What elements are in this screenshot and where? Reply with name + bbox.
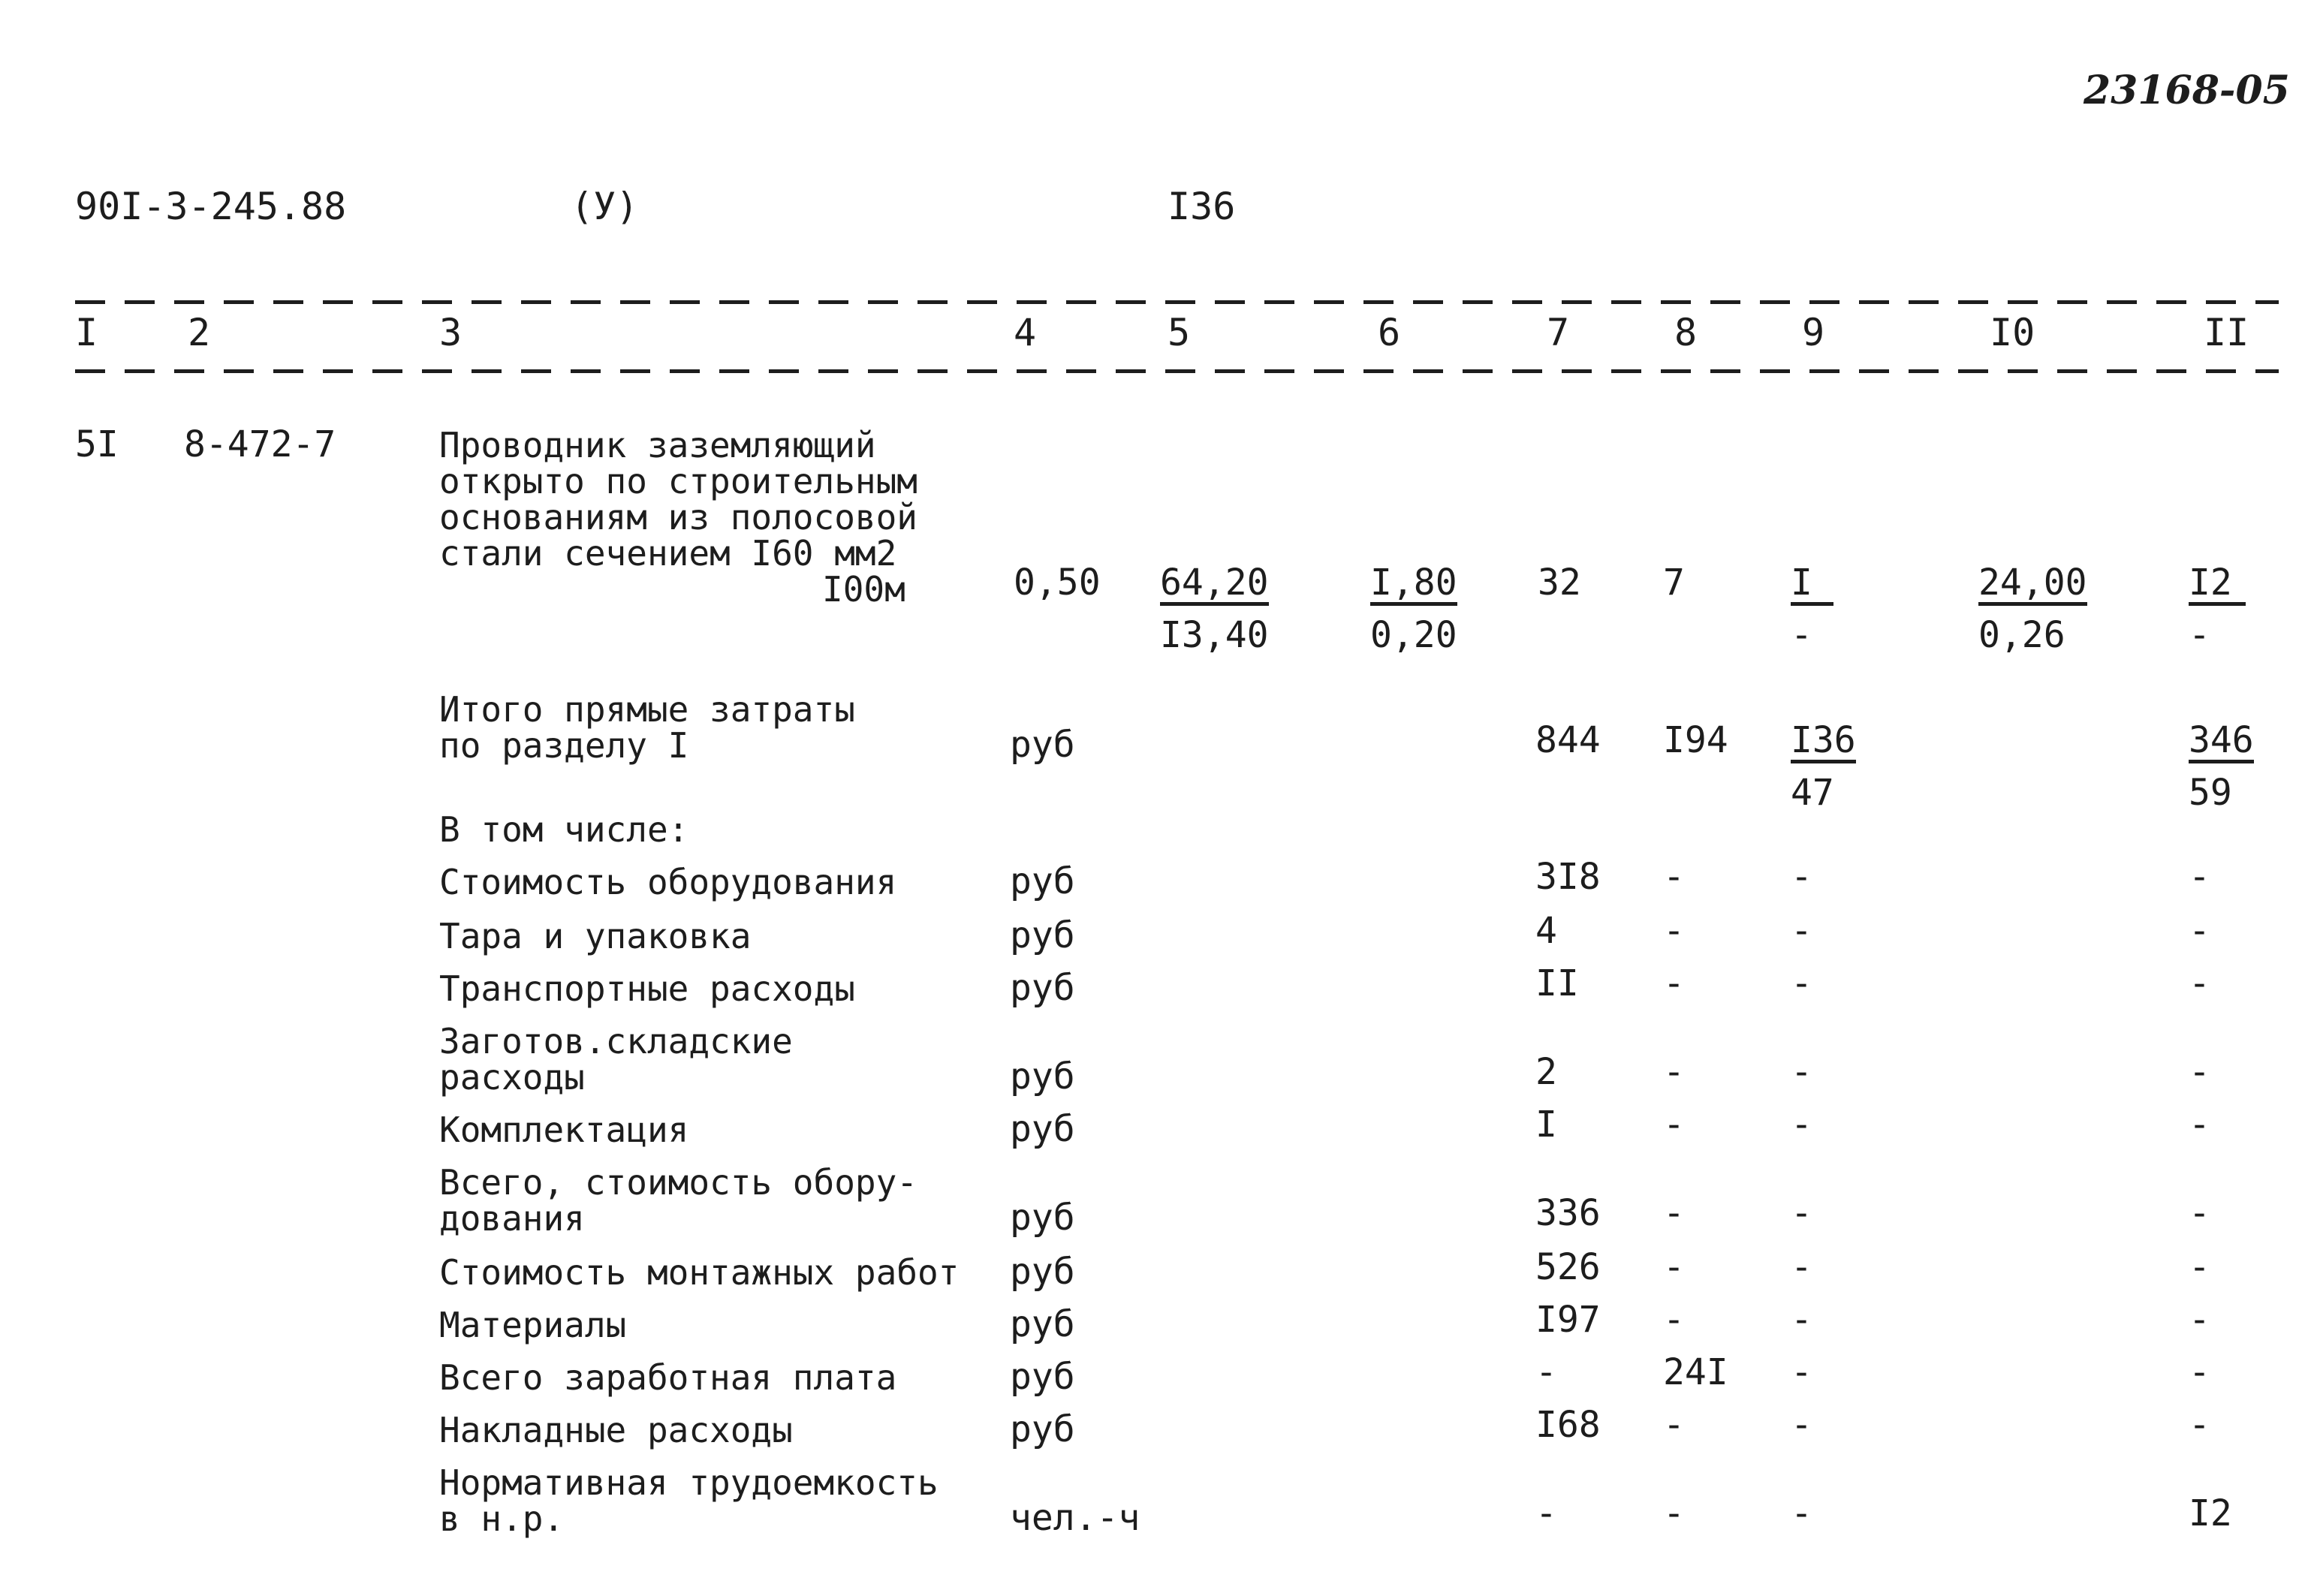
col-header-9: 9 <box>1802 311 1825 354</box>
col-header-2: 2 <box>188 311 211 354</box>
item-col9-top: I <box>1791 565 1833 606</box>
row-label: Всего заработная плата <box>439 1357 897 1398</box>
total-col9-bottom: 47 <box>1791 772 1834 814</box>
row-label: Транспортные расходы <box>439 968 855 1009</box>
header-rule-bottom <box>75 369 2279 373</box>
item-col5-bottom: I3,40 <box>1160 614 1269 656</box>
row-col7: 3I8 <box>1535 856 1601 898</box>
item-code: 8-472-7 <box>184 423 336 465</box>
row-unit: руб <box>1010 1356 1075 1398</box>
row-col11: - <box>2189 1351 2210 1393</box>
row-col7: - <box>1535 1351 1557 1393</box>
row-unit: руб <box>1010 1408 1075 1450</box>
row-col8: 24I <box>1663 1351 1728 1393</box>
row-col11: - <box>2189 962 2210 1004</box>
row-col11: - <box>2189 856 2210 898</box>
row-unit: руб <box>1010 860 1075 902</box>
item-col11-top: I2 <box>2189 565 2246 606</box>
row-col11: - <box>2189 1192 2210 1234</box>
col-header-7: 7 <box>1547 311 1570 354</box>
total-col7: 844 <box>1535 719 1601 761</box>
item-quantity: 0,50 <box>1014 562 1101 604</box>
item-unit: I00м <box>822 569 905 610</box>
row-col9: - <box>1791 856 1812 898</box>
row-label: Заготов.складские <box>439 1021 793 1061</box>
row-col7: 2 <box>1535 1051 1557 1093</box>
row-col9: - <box>1791 1051 1812 1093</box>
row-col8: - <box>1663 1104 1685 1146</box>
row-col11: - <box>2189 1051 2210 1093</box>
row-col9: - <box>1791 1299 1812 1341</box>
item-col5-top: 64,20 <box>1160 565 1269 606</box>
row-col7: - <box>1535 1492 1557 1534</box>
including-label: В том числе: <box>439 809 689 850</box>
row-unit: руб <box>1010 1303 1075 1345</box>
row-col7: I <box>1535 1104 1557 1146</box>
row-col8: - <box>1663 910 1685 952</box>
row-label-cont: расходы <box>439 1057 585 1098</box>
row-col7: 336 <box>1535 1192 1601 1234</box>
row-col9: - <box>1791 1104 1812 1146</box>
row-col8: - <box>1663 1051 1685 1093</box>
row-col7: I68 <box>1535 1404 1601 1446</box>
total-col9-top: I36 <box>1791 722 1856 763</box>
row-label: Накладные расходы <box>439 1410 793 1450</box>
row-unit: руб <box>1010 914 1075 956</box>
col-header-4: 4 <box>1014 311 1037 354</box>
col-header-11: II <box>2204 311 2249 354</box>
total-col11-bottom: 59 <box>2189 772 2232 814</box>
row-col11: I2 <box>2189 1492 2232 1534</box>
item-col10-top: 24,00 <box>1978 565 2087 606</box>
row-unit: руб <box>1010 967 1075 1009</box>
row-col9: - <box>1791 910 1812 952</box>
row-label: Всего, стоимость обору- <box>439 1162 917 1203</box>
document-mark: (У) <box>571 185 639 228</box>
row-col11: - <box>2189 910 2210 952</box>
item-col9-bottom: - <box>1791 614 1812 656</box>
row-unit: руб <box>1010 1055 1075 1098</box>
row-col8: - <box>1663 1492 1685 1534</box>
item-desc-line3: основаниям из полосовой <box>439 497 917 538</box>
document-code: 90I-3-245.88 <box>75 185 347 228</box>
row-label-cont: дования <box>439 1198 585 1239</box>
item-col7: 32 <box>1538 562 1581 604</box>
item-col11-bottom: - <box>2189 614 2210 656</box>
item-col6-top: I,80 <box>1370 565 1457 606</box>
row-label: Стоимость монтажных работ <box>439 1252 960 1293</box>
item-desc-line2: открыто по строительным <box>439 461 917 501</box>
row-col11: - <box>2189 1246 2210 1288</box>
row-col9: - <box>1791 1351 1812 1393</box>
row-unit: руб <box>1010 1251 1075 1293</box>
col-header-1: I <box>75 311 98 354</box>
total-unit: руб <box>1010 724 1075 766</box>
row-label-cont: в н.р. <box>439 1498 565 1539</box>
row-col8: - <box>1663 1192 1685 1234</box>
row-col8: - <box>1663 856 1685 898</box>
row-label: Материалы <box>439 1305 627 1345</box>
col-header-5: 5 <box>1168 311 1191 354</box>
row-col8: - <box>1663 1246 1685 1288</box>
header-rule-top <box>75 300 2279 304</box>
total-label-line2: по разделу I <box>439 725 689 766</box>
row-unit: руб <box>1010 1197 1075 1239</box>
row-label: Нормативная трудоемкость <box>439 1462 939 1503</box>
row-col11: - <box>2189 1104 2210 1146</box>
total-col11-top: 346 <box>2189 722 2254 763</box>
col-header-3: 3 <box>439 311 463 354</box>
item-desc-line4: стали сечением I60 мм2 <box>439 533 897 574</box>
row-col7: II <box>1535 962 1579 1004</box>
col-header-8: 8 <box>1674 311 1698 354</box>
row-col7: I97 <box>1535 1299 1601 1341</box>
item-col8: 7 <box>1663 562 1685 604</box>
item-col10-bottom: 0,26 <box>1978 614 2065 656</box>
row-col8: - <box>1663 1299 1685 1341</box>
row-col8: - <box>1663 1404 1685 1446</box>
col-header-6: 6 <box>1378 311 1401 354</box>
row-col11: - <box>2189 1404 2210 1446</box>
row-col8: - <box>1663 962 1685 1004</box>
row-col7: 4 <box>1535 910 1557 952</box>
row-col9: - <box>1791 1246 1812 1288</box>
row-col9: - <box>1791 1192 1812 1234</box>
row-col9: - <box>1791 962 1812 1004</box>
row-label: Тара и упаковка <box>439 916 752 956</box>
row-col11: - <box>2189 1299 2210 1341</box>
row-col9: - <box>1791 1492 1812 1534</box>
row-unit: руб <box>1010 1108 1075 1150</box>
page-number: I36 <box>1168 185 1236 228</box>
row-unit: чел.-ч <box>1010 1497 1140 1539</box>
row-col9: - <box>1791 1404 1812 1446</box>
archive-stamp: 23168-05 <box>2084 68 2290 113</box>
row-label: Комплектация <box>439 1110 689 1150</box>
row-label: Стоимость оборудования <box>439 862 897 902</box>
col-header-10: I0 <box>1990 311 2035 354</box>
row-col7: 526 <box>1535 1246 1601 1288</box>
total-col8: I94 <box>1663 719 1728 761</box>
total-label-line1: Итого прямые затраты <box>439 689 855 730</box>
item-desc-line1: Проводник заземляющий <box>439 425 876 465</box>
item-col6-bottom: 0,20 <box>1370 614 1457 656</box>
item-number: 5I <box>75 423 119 465</box>
